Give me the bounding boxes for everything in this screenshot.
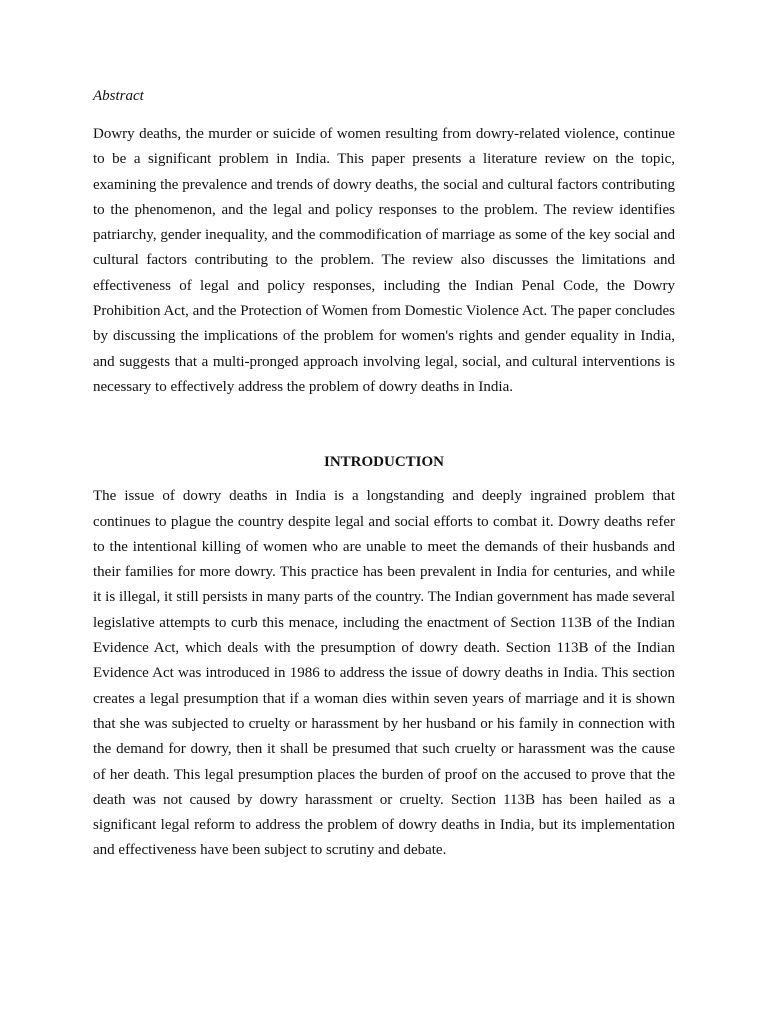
abstract-paragraph: Dowry deaths, the murder or suicide of women resulting from dowry-related violence, continue to be a significant problem in India. This paper presents a literature review on the topic, examining the prevalence and trends of dowry deaths, the social and cultural factors contributing to the phenomenon, and the legal and policy responses to the problem. The review identifies patriarchy, gender inequality, and the commodification of marriage as some of the key social and cultural factors contributing to the problem. The review also discusses the limitations and effectiveness of legal and policy responses, including the Indian Penal Code, the Dowry Prohibition Act, and the Protection of Women from Domestic Violence Act. The paper concludes by discussing the implications of the problem for women's rights and gender equality in India, and suggests that a multi-pronged approach involving legal, social, and cultural interventions is necessary to effectively address the problem of dowry deaths in India.	[93, 126, 675, 395]
introduction-paragraph: The issue of dowry deaths in India is a longstanding and deeply ingrained problem that continues to plague the country despite legal and social efforts to combat it. Dowry deaths refer to the intentional killing of women who are unable to meet the demands of their husbands and their families for more dowry. This practice has been prevalent in India for centuries, and while it is illegal, it still persists in many parts of the country. The Indian government has made several legislative attempts to curb this menace, including the enactment of Section 113B of the Indian Evidence Act, which deals with the presumption of dowry death. Section 113B of the Indian Evidence Act was introduced in 1986 to address the issue of dowry deaths in India. This section creates a legal presumption that if a woman dies within seven years of marriage and it is shown that she was subjected to cruelty or harassment by her husband or his family in connection with the demand for dowry, then it shall be presumed that such cruelty or harassment was the cause of her death. This legal presumption places the burden of proof on the accused to prove that the death was not caused by dowry harassment or cruelty. Section 113B has been hailed as a significant legal reform to address the problem of dowry deaths in India, but its implementation and effectiveness have been subject to scrutiny and debate.	[93, 488, 675, 859]
abstract-heading: Abstract	[93, 88, 144, 104]
document-page	[93, 86, 675, 864]
introduction-heading: INTRODUCTION	[323, 454, 444, 471]
